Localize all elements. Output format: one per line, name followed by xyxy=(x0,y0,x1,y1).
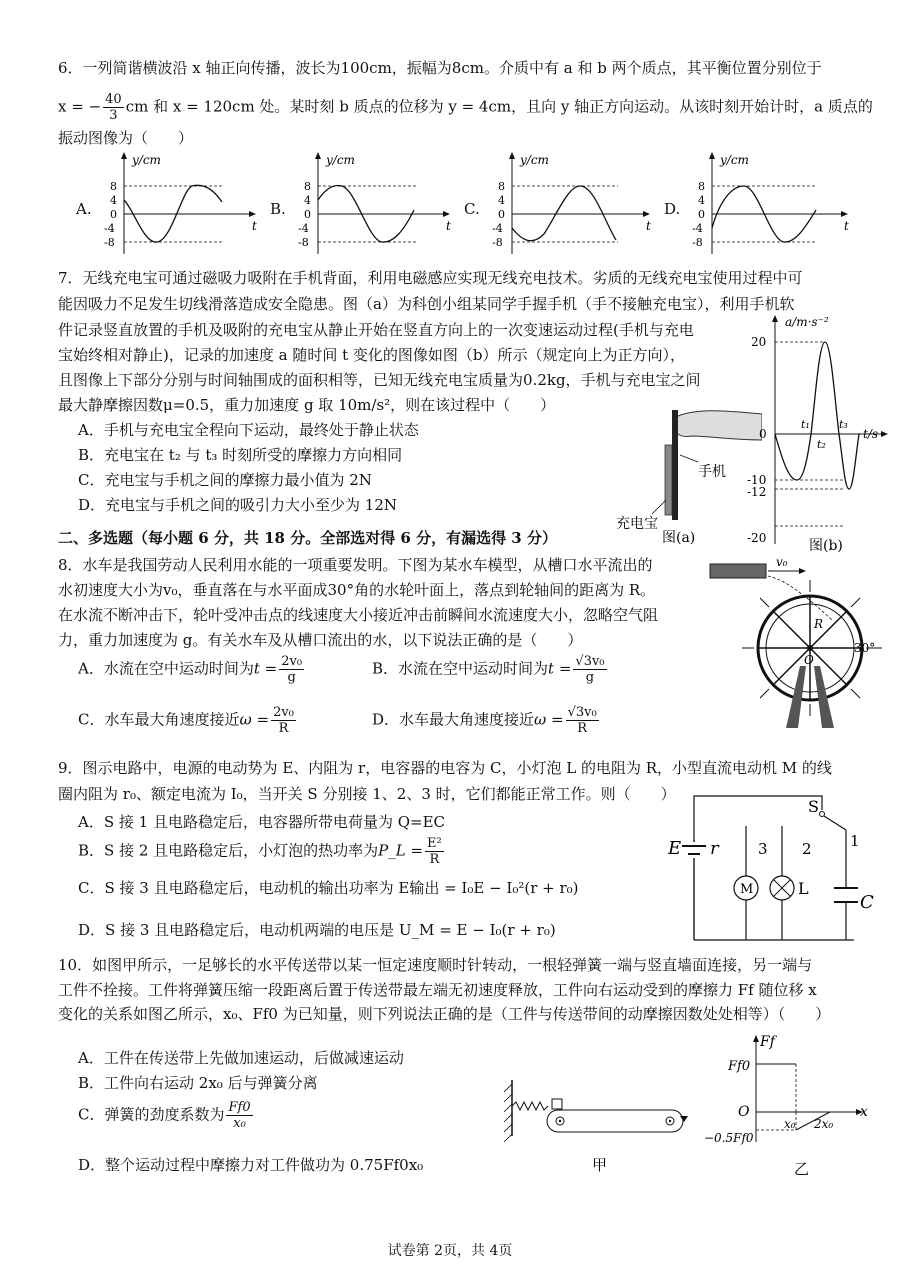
q10-yi-ff0: Ff0 xyxy=(728,1059,751,1074)
q10-option-b: B．工件向右运动 2x₀ 后与弹簧分离 xyxy=(78,1074,318,1092)
q7-line-5: 且图像上下部分分别与时间轴围成的面积相等，已知无线充电宝质量为0.2kg，手机与充电宝之间 xyxy=(58,371,701,389)
q8-a-num: 2v₀ xyxy=(281,654,303,669)
q7-b-t3: t₃ xyxy=(839,418,848,431)
q6-frac-den: 3 xyxy=(109,108,118,123)
q8-option-b xyxy=(372,654,609,685)
q6-graph-b xyxy=(268,150,463,260)
q9-b-den: R xyxy=(429,852,440,867)
q10-c-den: x₀ xyxy=(233,1116,246,1131)
q6-d-tick-8: 8 xyxy=(698,180,705,193)
q8-option-b-text: B．水流在空中运动时间为 xyxy=(372,659,549,678)
q6-c-axis-t: t xyxy=(646,219,651,233)
q8-option-c-var: ω = xyxy=(239,710,270,729)
q9-terminal-1: 1 xyxy=(850,832,860,850)
q7-b-tick-20: 20 xyxy=(751,335,767,349)
q6-b-axis-y: y/cm xyxy=(326,153,355,167)
q8-option-c-frac xyxy=(271,705,296,736)
q10-line-1: 10．如图甲所示，一足够长的水平传送带以某一恒定速度顺时针转动，一根轻弹簧一端与竖直墙面连接，另一端与 xyxy=(58,956,813,974)
q10-yi-axis-y: Ff xyxy=(760,1034,775,1050)
q6-a-tick-n4: -4 xyxy=(104,222,115,235)
q9-switch-label: S xyxy=(808,797,819,816)
q9-lamp-label: L xyxy=(798,879,809,898)
q8-option-c xyxy=(78,705,298,736)
q6-d-axis-t: t xyxy=(844,219,849,233)
q8-option-a-var: t = xyxy=(253,659,278,678)
q6-a-tick-0: 0 xyxy=(110,208,117,221)
q7-phone-label: 手机 xyxy=(698,464,726,480)
q8-line-2: 水初速度大小为v₀，垂直落在与水平面成30°角的水轮叶面上，落点到轮轴间的距离为 R。 xyxy=(58,581,656,599)
q6-b-tick-n8: -8 xyxy=(298,236,309,249)
q10-line-3: 变化的关系如图乙所示，x₀、Ff0 为已知量，则下列说法正确的是（工件与传送带间的动摩擦因数处处相等）（ ） xyxy=(58,1005,831,1023)
q6-c-tick-0: 0 xyxy=(498,208,505,221)
q7-b-t1: t₁ xyxy=(801,418,810,431)
q10-fig-jia-caption: 甲 xyxy=(592,1156,608,1174)
q10-yi-x0: x₀ xyxy=(784,1117,796,1131)
q10-option-d: D．整个运动过程中摩擦力对工件做功为 0.75Ff0x₀ xyxy=(78,1156,424,1174)
q6-frac-num: 40 xyxy=(105,92,122,107)
q8-option-b-frac xyxy=(573,654,606,685)
q8-center-label: O xyxy=(804,653,814,667)
q8-d-den: R xyxy=(577,721,588,736)
q10-option-c-frac xyxy=(226,1100,252,1131)
q8-option-d-var: ω = xyxy=(534,710,564,729)
section-2-title: 二、多选题（每小题 6 分，共 18 分。全部选对得 6 分，有漏选得 3 分） xyxy=(58,529,557,547)
workpiece-block xyxy=(552,1099,562,1109)
q6-option-a-label: A. xyxy=(76,200,92,218)
q10-c-num: Ff0 xyxy=(228,1100,251,1115)
q6-b-tick-8: 8 xyxy=(304,180,311,193)
q6-a-tick-n8: -8 xyxy=(104,236,115,249)
q6-fraction xyxy=(103,92,124,123)
q8-option-a xyxy=(78,654,306,685)
q10-figure-yi xyxy=(700,1030,880,1180)
page-footer: 试卷第 2页，共 4页 xyxy=(387,1243,513,1259)
q10-line-2: 工件不拴接。工件将弹簧压缩一段距离后置于传送带最左端无初速度释放，工件向右运动受到的摩擦力 Ff 随位移 x xyxy=(58,981,817,999)
q7-b-tick-n20: -20 xyxy=(747,531,767,545)
q6-line-2-rest: cm 和 x = 120cm 处。某时刻 b 质点的位移为 y = 4cm，且向 y 轴正方向运动。从该时刻开始计时，a 质点的 xyxy=(125,97,873,116)
q10-yi-neg: −0.5Ff0 xyxy=(704,1131,754,1145)
q6-graph-d xyxy=(662,150,862,260)
q6-b-tick-4: 4 xyxy=(304,194,311,207)
q6-c-tick-4: 4 xyxy=(498,194,505,207)
q8-c-num: 2v₀ xyxy=(273,705,294,720)
q10-fig-yi-caption: 乙 xyxy=(794,1160,810,1178)
q8-c-den: R xyxy=(278,721,289,736)
q7-b-tick-n10: -10 xyxy=(747,473,767,487)
q9-option-b-var: P_L = xyxy=(378,841,424,860)
q8-option-a-text: A．水流在空中运动时间为 xyxy=(78,659,254,678)
q6-line-2 xyxy=(58,92,873,123)
q6-d-tick-0: 0 xyxy=(698,208,705,221)
q8-line-1: 8．水车是我国劳动人民利用水能的一项重要发明。下图为某水车模型，从槽口水平流出的 xyxy=(58,556,653,574)
q6-line-3: 振动图像为（ ） xyxy=(58,129,194,147)
q8-option-c-text: C．水车最大角速度接近 xyxy=(78,710,240,729)
q7-option-b: B．充电宝在 t₂ 与 t₃ 时刻所受的摩擦力方向相同 xyxy=(78,446,403,464)
q6-c-tick-n4: -4 xyxy=(492,222,503,235)
q9-option-b xyxy=(78,836,446,867)
q9-line-1: 9．图示电路中，电源的电动势为 E、内阻为 r，电容器的电容为 C，小灯泡 L 的电阻为 R，小型直流电动机 M 的线 xyxy=(58,759,832,777)
q6-graph-b-svg xyxy=(286,150,461,260)
q6-a-tick-8: 8 xyxy=(110,180,117,193)
q6-d-tick-n4: -4 xyxy=(692,222,703,235)
q6-a-axis-t: t xyxy=(252,219,257,233)
power-bank-shape xyxy=(665,445,672,515)
q9-circuit-figure xyxy=(664,790,888,950)
q6-c-tick-n8: -8 xyxy=(492,236,503,249)
q10-yi-2x0: 2x₀ xyxy=(814,1117,834,1131)
q7-b-axis-t: t/s xyxy=(863,427,879,441)
q6-a-axis-y: y/cm xyxy=(132,153,161,167)
q6-graph-a-svg xyxy=(92,150,267,260)
q9-capacitor-label: C xyxy=(860,892,874,913)
q8-b-den: g xyxy=(585,670,595,685)
q10-yi-origin: O xyxy=(738,1104,750,1120)
q8-water-wheel-figure xyxy=(706,556,890,732)
phone-shape xyxy=(672,410,678,520)
q8-option-d-frac xyxy=(566,705,599,736)
q6-option-c-label: C. xyxy=(464,200,480,218)
q8-option-a-frac xyxy=(279,654,304,685)
q9-option-b-text: B．S 接 2 且电路稳定后，小灯泡的热功率为 xyxy=(78,841,379,860)
q7-fig-a-caption: 图(a) xyxy=(662,530,696,545)
q7-b-tick-n12: -12 xyxy=(747,485,767,499)
q9-terminal-2: 2 xyxy=(802,840,812,858)
trough-shape xyxy=(710,564,766,578)
q7-bank-label: 充电宝 xyxy=(616,516,658,532)
q9-terminal-3: 3 xyxy=(758,840,768,858)
q6-line-1: 6．一列简谐横波沿 x 轴正向传播，波长为100cm，振幅为8cm。介质中有 a 和 b 两个质点，其平衡位置分别位于 xyxy=(58,59,822,77)
q6-c-axis-y: y/cm xyxy=(520,153,549,167)
q8-radius-label: R xyxy=(814,617,824,631)
q9-option-b-frac xyxy=(425,836,444,867)
q7-line-3: 件记录竖直放置的手机及吸附的充电宝从静止开始在竖直方向上的一次变速运动过程(手机与充电 xyxy=(58,321,694,339)
q8-d-num: √3v₀ xyxy=(567,705,597,720)
q7-line-2: 能因吸力不足发生切线滑落造成安全隐患。图（a）为科创小组某同学手握手机（手不接触充电宝），利用手机软 xyxy=(58,295,795,313)
q6-d-tick-4: 4 xyxy=(698,194,705,207)
q7-option-a: A．手机与充电宝全程向下运动，最终处于静止状态 xyxy=(78,421,419,439)
spring-shape xyxy=(512,1102,548,1110)
q6-graph-d-svg xyxy=(680,150,860,260)
q8-b-num: √3v₀ xyxy=(575,654,605,669)
q7-fig-b-caption: 图(b) xyxy=(809,538,843,552)
q9-line-2: 圈内阻为 r₀、额定电流为 I₀，当开关 S 分别接 1、2、3 时，它们都能正常工作。则（ ） xyxy=(58,785,676,803)
q6-c-tick-8: 8 xyxy=(498,180,505,193)
q10-option-c xyxy=(78,1100,255,1131)
q9-option-d: D．S 接 3 且电路稳定后，电动机两端的电压是 U_M = E − I₀(r + r₀) xyxy=(78,921,556,939)
q8-line-3: 在水流不断冲击下，轮叶受冲击点的线速度大小接近冲击前瞬间水流速度大小，忽略空气阻 xyxy=(58,606,659,624)
q7-line-4: 宝始终相对静止)，记录的加速度 a 随时间 t 变化的图像如图（b）所示（规定向上为正方向）， xyxy=(58,346,686,364)
q10-figure-jia xyxy=(500,1070,700,1180)
q6-graph-c-svg xyxy=(480,150,660,260)
q10-option-c-text: C．弹簧的劲度系数为 xyxy=(78,1105,225,1124)
q9-r-label: r xyxy=(710,838,719,859)
q6-x-prefix: x = − xyxy=(58,97,102,116)
q6-d-tick-n8: -8 xyxy=(692,236,703,249)
q7-option-c: C．充电宝与手机之间的摩擦力最小值为 2N xyxy=(78,471,372,489)
q6-graph-c xyxy=(462,150,662,260)
q7-line-6: 最大静摩擦因数μ=0.5，重力加速度 g 取 10m/s²，则在该过程中（ ） xyxy=(58,396,556,414)
q8-angle-label: 30° xyxy=(854,641,876,655)
q7-line-1: 7．无线充电宝可通过磁吸力吸附在手机背面，利用电磁感应实现无线充电技术。劣质的无线充电宝使用过程中可 xyxy=(58,269,803,287)
q6-d-axis-y: y/cm xyxy=(720,153,749,167)
q7-b-t2: t₂ xyxy=(817,438,826,451)
q8-a-den: g xyxy=(287,670,296,685)
q8-option-d-text: D．水车最大角速度接近 xyxy=(372,710,535,729)
q6-graph-a xyxy=(74,150,269,260)
q6-option-b-label: B. xyxy=(270,200,286,218)
q9-b-num: E² xyxy=(427,836,442,851)
q6-graphs xyxy=(74,150,864,260)
q6-a-tick-4: 4 xyxy=(110,194,117,207)
q9-emf-label: E xyxy=(668,838,682,859)
q7-option-d: D．充电宝与手机之间的吸引力大小至少为 12N xyxy=(78,496,398,514)
q9-option-a: A．S 接 1 且电路稳定后，电容器所带电荷量为 Q=EC xyxy=(78,813,446,831)
q7-b-axis-y: a/m·s⁻² xyxy=(785,315,829,329)
q8-option-d xyxy=(372,705,601,736)
q6-b-axis-t: t xyxy=(446,219,451,233)
q6-b-tick-0: 0 xyxy=(304,208,311,221)
q6-b-tick-n4: -4 xyxy=(298,222,309,235)
q10-option-a: A．工件在传送带上先做加速运动，后做减速运动 xyxy=(78,1049,404,1067)
q6-option-d-label: D. xyxy=(664,200,681,218)
q8-v0-label: v₀ xyxy=(776,556,788,569)
q10-yi-axis-x: x xyxy=(860,1104,868,1120)
q7-b-tick-0: 0 xyxy=(759,427,767,441)
q9-option-c: C．S 接 3 且电路稳定后，电动机的输出功率为 E输出 = I₀E − I₀²(r + r₀) xyxy=(78,879,579,897)
q8-option-b-var: t = xyxy=(548,659,572,678)
q9-motor-label: M xyxy=(740,882,754,897)
q7-figure-a xyxy=(612,400,762,545)
q7-figure-b xyxy=(745,312,895,552)
q8-line-4: 力，重力加速度为 g。有关水车及从槽口流出的水，以下说法正确的是（ ） xyxy=(58,631,583,649)
